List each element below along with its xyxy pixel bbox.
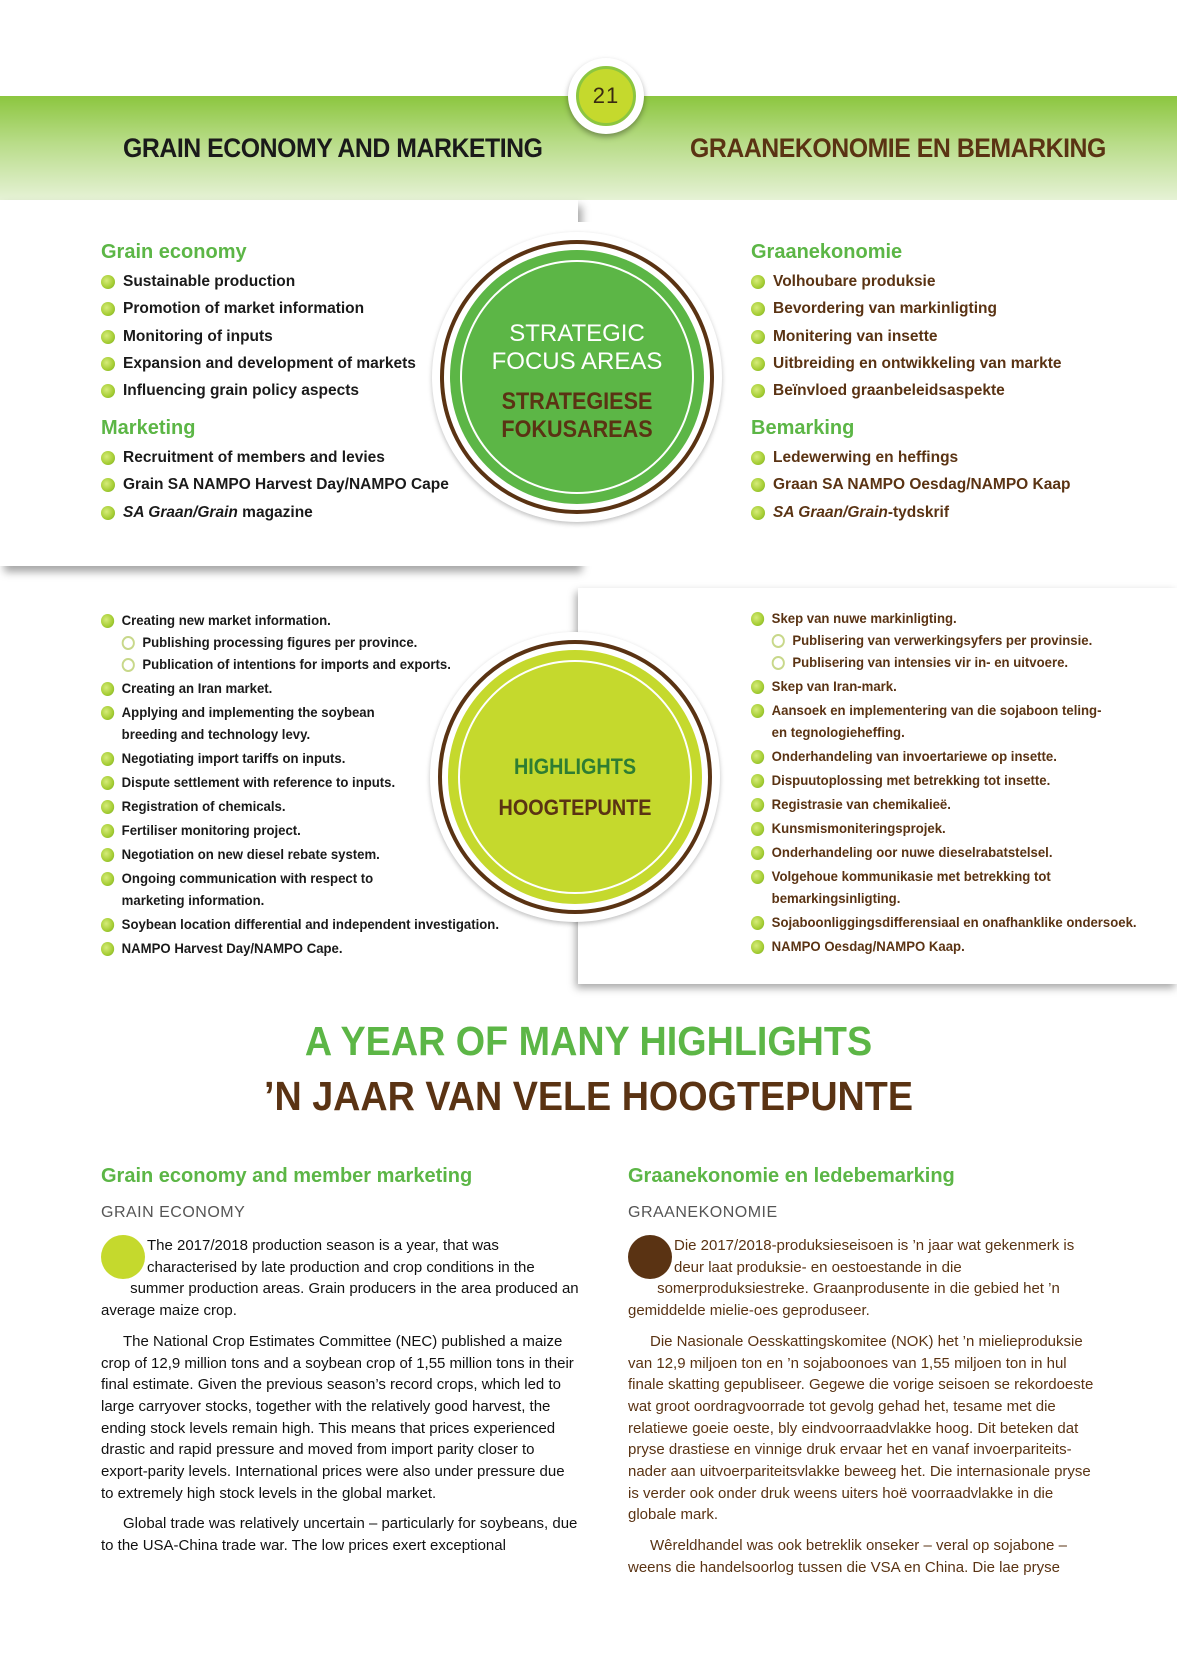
- list-item: Ongoing communication with respect to marketing information.: [101, 868, 499, 911]
- list-item: Soybean location differential and independent investigation.: [101, 914, 499, 936]
- bullet-icon: [751, 680, 764, 694]
- bullet-icon: [751, 774, 764, 788]
- paragraph: Die Nasionale Oesskattingskomitee (NOK) het ’n mielieproduksie van 12,9 miljoen ton en ’n sojaboonoes van 1,55 miljoen ton in hul finale skatting gepubliseer. Gegewe die vorige seisoen se rekordoeste wat groot oordragvoorrade tot gevolg gehad het, tesame met die relatiewe goeie oeste, bly eindvoorraadvlakke hoog. Dit beteken dat pryse drastiese en vinnige druk ervaar het en vanaf invoerpariteits- nader aan uitvoerpariteitsvlakke beweeg het. Die internasionale pryse is verder ook onder druk weens uiters hoë voorraadvlakke in die globale mark.: [628, 1332, 1094, 1524]
- bullet-icon: [101, 682, 114, 696]
- bullet-icon: [101, 478, 115, 492]
- article-heading-en: Grain economy and member marketing: [101, 1165, 473, 1187]
- bullet-icon: [101, 384, 115, 398]
- focus-circle-en-2: FOCUS AREAS: [491, 348, 663, 375]
- bullet-icon: [751, 506, 765, 520]
- list-item: SA Graan/Grain-tydskrif: [751, 499, 1070, 526]
- list-item: Expansion and development of markets: [101, 350, 416, 377]
- bullet-icon: [751, 822, 764, 836]
- list-item: Dispute settlement with reference to inputs.: [101, 772, 499, 794]
- list-item: Promotion of market information: [101, 295, 416, 322]
- list-item: Publisering van verwerkingsyfers per provinsie.: [751, 630, 1137, 652]
- list-item: Bevordering van markinligting: [751, 295, 1062, 322]
- list-item: SA Graan/Grain magazine: [101, 499, 449, 526]
- article-body-af: [628, 1235, 1103, 1588]
- main-title-en: A YEAR OF MANY HIGHLIGHTS: [304, 1018, 873, 1064]
- highlights-circle-en: HIGHLIGHTS: [513, 754, 637, 779]
- list-item: Applying and implementing the soybean breeding and technology levy.: [101, 702, 499, 745]
- bullet-icon: [751, 357, 765, 371]
- main-title-af: ’N JAAR VAN VELE HOOGTEPUNTE: [263, 1073, 914, 1119]
- bullet-icon: [122, 636, 135, 650]
- list-item: Beïnvloed graanbeleidsaspekte: [751, 377, 1062, 404]
- list-item: Skep van Iran-mark.: [751, 676, 1137, 698]
- page-number-badge: [568, 58, 644, 134]
- focus-grain-list-af: [751, 268, 1062, 404]
- bullet-icon: [101, 302, 115, 316]
- bullet-icon: [101, 706, 114, 720]
- bullet-icon: [101, 824, 114, 838]
- bullet-icon: [751, 451, 765, 465]
- list-item: Grain SA NAMPO Harvest Day/NAMPO Cape: [101, 471, 449, 498]
- bullet-icon: [751, 612, 764, 626]
- bullet-icon: [101, 800, 114, 814]
- paragraph: Global trade was relatively uncertain – particularly for soybeans, due to the USA-China trade war. The low prices exert exceptional: [101, 1515, 578, 1555]
- bullet-icon: [101, 614, 114, 628]
- page-number: 21: [576, 66, 636, 126]
- list-item: Negotiating import tariffs on inputs.: [101, 748, 499, 770]
- list-item: Publishing processing figures per province.: [101, 632, 499, 654]
- list-item: Fertiliser monitoring project.: [101, 820, 499, 842]
- list-item: Graan SA NAMPO Oesdag/NAMPO Kaap: [751, 471, 1070, 498]
- list-item: Registrasie van chemikalieë.: [751, 794, 1137, 816]
- paragraph: The 2017/2018 production season is a year, that was characterised by late production and crop conditions in the summer production areas. Grain producers in the area produced an average maize crop.: [101, 1237, 579, 1320]
- list-item: Uitbreiding en ontwikkeling van markte: [751, 350, 1062, 377]
- list-item: Creating new market information.: [101, 610, 499, 632]
- bullet-icon: [101, 918, 114, 932]
- bullet-icon: [101, 752, 114, 766]
- list-item: Monitering van insette: [751, 323, 1062, 350]
- bullet-icon: [751, 798, 764, 812]
- focus-circle-en-1: STRATEGIC: [509, 320, 645, 347]
- bullet-icon: [751, 750, 764, 764]
- list-item: Aansoek en implementering van die sojaboon teling- en tegnologieheffing.: [751, 700, 1137, 743]
- focus-marketing-list-en: [101, 444, 449, 526]
- bullet-icon: [101, 330, 115, 344]
- focus-circle-af-2: FOKUSAREAS: [501, 416, 653, 443]
- bullet-icon: [751, 916, 764, 930]
- bullet-icon: [751, 330, 765, 344]
- list-item: Skep van nuwe markinligting.: [751, 608, 1137, 630]
- focus-grain-title-af: Graanekonomie: [751, 241, 903, 263]
- bullet-icon: [101, 357, 115, 371]
- article-heading-af: Graanekonomie en ledebemarking: [628, 1165, 955, 1187]
- bullet-icon: [772, 634, 785, 648]
- header-title-en: GRAIN ECONOMY AND MARKETING: [123, 133, 543, 163]
- bullet-icon: [751, 302, 765, 316]
- bullet-icon: [101, 776, 114, 790]
- list-item: Dispuutoplossing met betrekking tot insette.: [751, 770, 1137, 792]
- highlights-list-af: [751, 608, 1161, 960]
- focus-grain-list-en: [101, 268, 416, 404]
- list-item: Onderhandeling van invoertariewe op insette.: [751, 746, 1137, 768]
- bullet-icon: [101, 451, 115, 465]
- paragraph: Die 2017/2018-produksieseisoen is ’n jaar wat gekenmerk is deur laat produksie- en oestoestande in die somerproduksiestreke. Graanprodusente in die gebied het ’n gemiddelde mielie-oes geproduseer.: [628, 1237, 1075, 1320]
- article-subheading-en: GRAIN ECONOMY: [101, 1204, 246, 1221]
- bullet-icon: [751, 384, 765, 398]
- bullet-icon: [772, 656, 785, 670]
- paragraph: The National Crop Estimates Committee (NEC) published a maize crop of 12,9 million tons and a soybean crop of 1,55 million tons in their final estimate. Given the previous season’s record crops, which led to large carryover stocks, together with the relatively good harvest, the ending stock levels remain high. This means that prices experienced drastic and rapid pressure and moved from import parity closer to export-parity levels. International prices were also under pressure due to extremely high stock levels in the global market.: [101, 1332, 574, 1502]
- list-item: Ledewerwing en heffings: [751, 444, 1070, 471]
- bullet-icon: [751, 704, 764, 718]
- list-item: Creating an Iran market.: [101, 678, 499, 700]
- list-item: Registration of chemicals.: [101, 796, 499, 818]
- dropcap-circle: [628, 1235, 672, 1279]
- bullet-icon: [751, 940, 764, 954]
- bullet-icon: [751, 478, 765, 492]
- article-body-en: [101, 1235, 579, 1566]
- focus-circle-af-1: STRATEGIESE: [501, 388, 653, 415]
- header-title-af: GRAANEKONOMIE EN BEMARKING: [690, 133, 1106, 163]
- list-item: Influencing grain policy aspects: [101, 377, 416, 404]
- bullet-icon: [101, 506, 115, 520]
- paragraph: Wêreldhandel was ook betreklik onseker – veral op sojabone – weens die handelsoorlog tussen die VSA en China. Die lae pryse: [628, 1537, 1067, 1576]
- bullet-icon: [101, 942, 114, 956]
- list-item: Sojaboonliggingsdifferensiaal en onafhanklike ondersoek.: [751, 912, 1137, 934]
- highlights-circle: [430, 632, 720, 922]
- list-item: Sustainable production: [101, 268, 416, 295]
- list-item: Onderhandeling oor nuwe dieselrabatstelsel.: [751, 842, 1137, 864]
- focus-marketing-title-af: Bemarking: [751, 417, 855, 439]
- list-item: NAMPO Harvest Day/NAMPO Cape.: [101, 938, 499, 960]
- highlights-circle-af: HOOGTEPUNTE: [498, 795, 652, 820]
- list-item: NAMPO Oesdag/NAMPO Kaap.: [751, 936, 1137, 958]
- list-item: Publication of intentions for imports and exports.: [101, 654, 499, 676]
- bullet-icon: [751, 846, 764, 860]
- dropcap-circle: [101, 1235, 145, 1279]
- list-item: Kunsmismoniteringsprojek.: [751, 818, 1137, 840]
- list-item: Monitoring of inputs: [101, 323, 416, 350]
- focus-marketing-title-en: Marketing: [101, 417, 196, 439]
- bullet-icon: [122, 658, 135, 672]
- focus-grain-title-en: Grain economy: [101, 241, 247, 263]
- list-item: Recruitment of members and levies: [101, 444, 449, 471]
- focus-marketing-list-af: [751, 444, 1070, 526]
- bullet-icon: [751, 275, 765, 289]
- bullet-icon: [101, 872, 114, 886]
- list-item: Volhoubare produksie: [751, 268, 1062, 295]
- bullet-icon: [751, 870, 764, 884]
- strategic-focus-circle: [432, 232, 722, 522]
- list-item: Negotiation on new diesel rebate system.: [101, 844, 499, 866]
- bullet-icon: [101, 848, 114, 862]
- bullet-icon: [101, 275, 115, 289]
- list-item: Volgehoue kommunikasie met betrekking tot bemarkingsinligting.: [751, 866, 1137, 909]
- article-subheading-af: GRAANEKONOMIE: [628, 1204, 778, 1221]
- list-item: Publisering van intensies vir in- en uitvoere.: [751, 652, 1137, 674]
